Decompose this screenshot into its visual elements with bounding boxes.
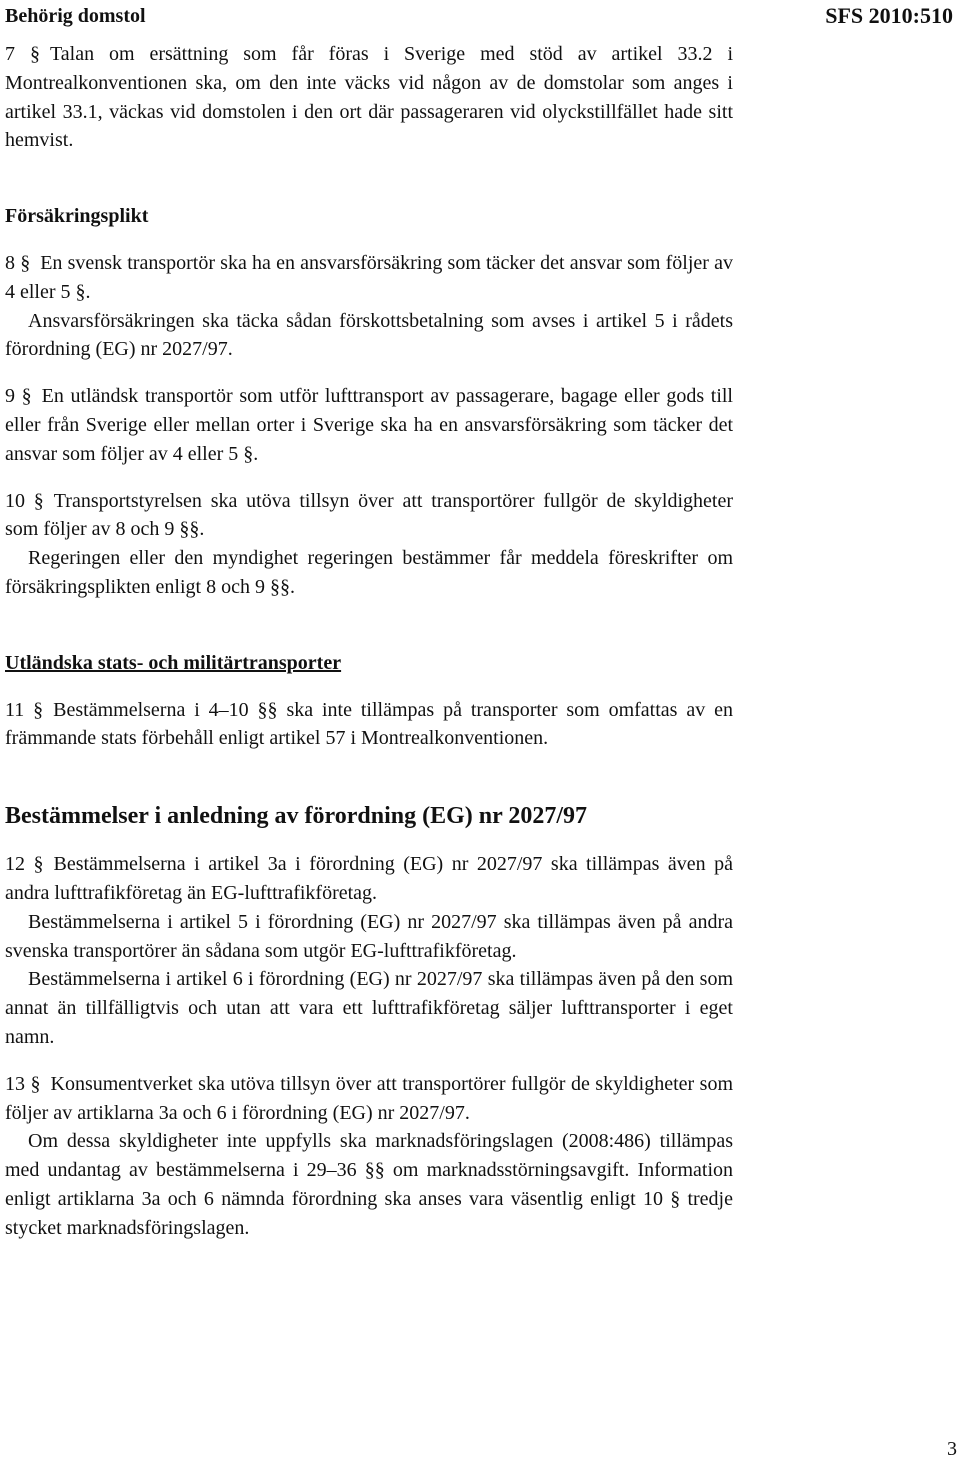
document-body: [5, 40, 733, 1243]
section-text: Bestämmelserna i artikel 3a i förordning (EG) nr 2027/97 ska tillämpas även på andra lufttrafikföretag än EG-lufttrafikföretag.: [5, 853, 733, 904]
heading-bestammelser: Bestämmelser i anledning av förordning (EG) nr 2027/97: [5, 803, 588, 830]
paragraph-8-second: Ansvarsförsäkringen ska täcka sådan förskottsbetalning som avses i artikel 5 i rådets förordning (EG) nr 2027/97.: [5, 309, 733, 361]
section-sign: §: [30, 1072, 41, 1095]
section-text: Konsumentverket ska utöva tillsyn över att transportörer fullgör de skyldigheter som följer av artiklarna 3a och 6 i förordning (EG) nr 2027/97.: [5, 1072, 733, 1124]
section-sign: §: [21, 385, 32, 408]
section-sign: §: [33, 698, 44, 721]
running-header-title: Behörig domstol: [5, 5, 146, 27]
section-number: 12: [5, 853, 25, 876]
section-sign: §: [33, 489, 44, 512]
paragraph-7: [5, 40, 733, 155]
section-number: 8: [5, 251, 15, 274]
paragraph-10: [5, 487, 733, 545]
paragraph-9: [5, 382, 733, 468]
section-sign: §: [29, 43, 40, 65]
sfs-number: SFS 2010:510: [825, 3, 953, 28]
paragraph-13-second: Om dessa skyldigheter inte uppfylls ska marknadsföringslagen (2008:486) tillämpas med undantag av bestämmelserna i 29–36 §§ om marknadsstörningsavgift. Information enligt artiklarna 3a och 6 nämnda förordning ska anses vara väsentlig enligt 10 § tredje stycket marknadsföringslagen.: [5, 1130, 733, 1239]
section-sign: §: [33, 853, 44, 876]
section-text: En utländsk transportör som utför lufttransport av passagerare, bagage eller gods till eller från Sverige eller mellan orter i Sverige ska ha en ansvarsförsäkring som täcker det ansvar som följer av 4 eller 5 §.: [5, 385, 733, 465]
section-number: 7: [5, 43, 15, 65]
paragraph-8: [5, 249, 733, 307]
section-number: 10: [5, 489, 25, 512]
section-text: Transportstyrelsen ska utöva tillsyn över att transportörer fullgör de skyldigheter som följer av 8 och 9 §§.: [5, 489, 734, 541]
section-number: 11: [5, 698, 25, 721]
page-number: 3: [947, 1438, 957, 1461]
heading-utlandska-transporter: Utländska stats- och militärtransporter: [5, 651, 342, 674]
paragraph-13: [5, 1070, 733, 1128]
paragraph-12-second: Bestämmelserna i artikel 5 i förordning (EG) nr 2027/97 ska tillämpas även på andra svenska transportörer än sådana som utgör EG-lufttrafikföretag.: [5, 910, 733, 962]
paragraph-12-third: Bestämmelserna i artikel 6 i förordning (EG) nr 2027/97 ska tillämpas även på den som annat än tillfälligtvis och utan att vara ett lufttrafikföretag säljer lufttransporter i eget namn.: [5, 968, 733, 1048]
paragraph-10-second: Regeringen eller den myndighet regeringen bestämmer får meddela föreskrifter om försäkringsplikten enligt 8 och 9 §§.: [5, 547, 733, 598]
heading-forsakringsplikt: Försäkringsplikt: [5, 205, 149, 228]
paragraph-12: [5, 850, 733, 908]
section-text: Bestämmelserna i 4–10 §§ ska inte tillämpas på transporter som omfattas av en främmande stats förbehåll enligt artikel 57 i Montrealkonventionen.: [5, 698, 733, 750]
paragraph-11: [5, 696, 733, 754]
section-number: 13: [5, 1072, 25, 1095]
section-number: 9: [5, 385, 15, 408]
section-text: En svensk transportör ska ha en ansvarsförsäkring som täcker det ansvar som följer av 4 eller 5 §.: [5, 251, 734, 303]
section-text: Talan om ersättning som får föras i Sverige med stöd av artikel 33.2 i Montrealkonventionen ska, om den inte väcks vid någon av de domstolar som anges i artikel 33.1, väckas vid domstolen i den ort där passageraren vid olyckstillfället hade sitt hemvist.: [5, 43, 734, 152]
section-sign: §: [20, 251, 31, 274]
